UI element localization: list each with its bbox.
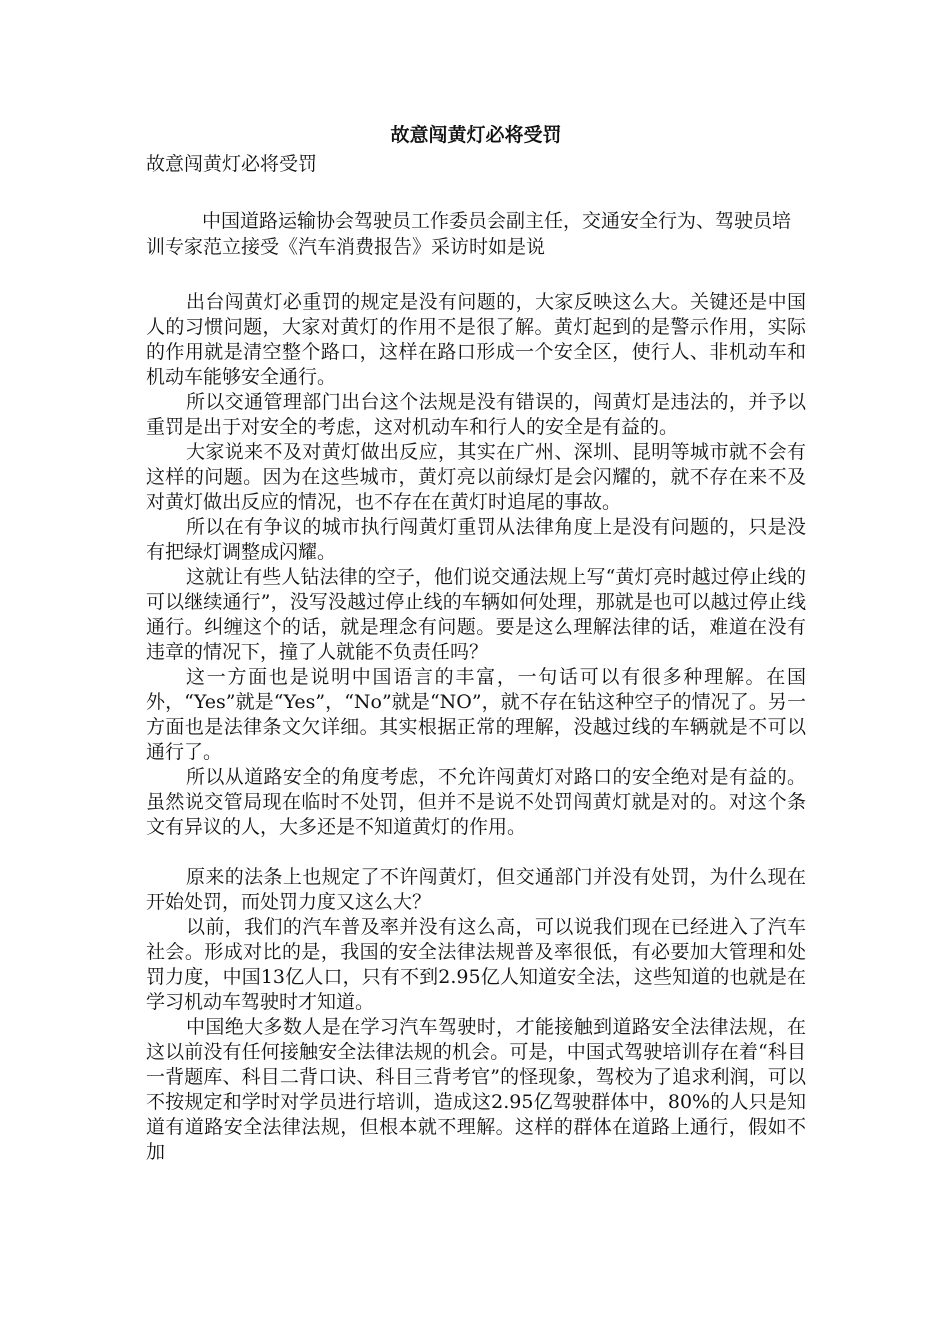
body-paragraph: 大家说来不及对黄灯做出反应，其实在广州、深圳、昆明等城市就不会有这样的问题。因为在这些城市，黄灯亮以前绿灯是会闪耀的，就不存在来不及对黄灯做出反应的情况，也不存在在黄灯时追尾的事故。 — [146, 441, 806, 513]
body-paragraph: 这就让有些人钻法律的空子，他们说交通法规上写“黄灯亮时越过停止线的可以继续通行”，没写没越过停止线的车辆如何处理，那就是也可以越过停止线通行。纠缠这个的话，就是理念有问题。要是这么理解法律的话，难道在没有违章的情况下，撞了人就能不负责任吗？ — [146, 566, 806, 663]
body-paragraph: 中国绝大多数人是在学习汽车驾驶时，才能接触到道路安全法律法规，在这以前没有任何接触安全法律法规的机会。可是，中国式驾驶培训存在着“科目一背题库、科目二背口诀、科目三背考官”的怪现象，驾校为了追求利润，可以不按规定和学时对学员进行培训，造成这2.95亿驾驶群体中，80%的人只是知道有道路安全法律法规，但根本就不理解。这样的群体在道路上通行，假如不加 — [146, 1016, 806, 1163]
body-paragraph: 这一方面也是说明中国语言的丰富，一句话可以有很多种理解。在国外，“Yes”就是“Yes”，“No”就是“NO”，就不存在钻这种空子的情况了。另一方面也是法律条文欠详细。其实根据正常的理解，没越过线的车辆就是不可以通行了。 — [146, 666, 806, 763]
document-subtitle: 故意闯黄灯必将受罚 — [146, 153, 318, 175]
body-paragraph: 所以在有争议的城市执行闯黄灯重罚从法律角度上是没有问题的，只是没有把绿灯调整成闪耀。 — [146, 516, 806, 563]
paragraph-gap — [146, 840, 806, 865]
intro-paragraph: 中国道路运输协会驾驶员工作委员会副主任，交通安全行为、驾驶员培训专家范立接受《汽车消费报告》采访时如是说 — [146, 210, 792, 258]
body-paragraph: 以前，我们的汽车普及率并没有这么高，可以说我们现在已经进入了汽车社会。形成对比的是，我国的安全法律法规普及率很低，有必要加大管理和处罚力度，中国13亿人口，只有不到2.95亿人知道安全法，这些知道的也就是在学习机动车驾驶时才知道。 — [146, 916, 806, 1013]
body-paragraph: 所以交通管理部门出台这个法规是没有错误的，闯黄灯是违法的，并予以重罚是出于对安全的考虑，这对机动车和行人的安全是有益的。 — [146, 391, 806, 438]
body-paragraph: 原来的法条上也规定了不许闯黄灯，但交通部门并没有处罚，为什么现在开始处罚，而处罚力度又这么大？ — [146, 866, 806, 913]
body-paragraph: 出台闯黄灯必重罚的规定是没有问题的，大家反映这么大。关键还是中国人的习惯问题，大家对黄灯的作用不是很了解。黄灯起到的是警示作用，实际的作用就是清空整个路口，这样在路口形成一个安全区，使行人、非机动车和机动车能够安全通行。 — [146, 291, 806, 388]
body-paragraph: 所以从道路安全的角度考虑，不允许闯黄灯对路口的安全绝对是有益的。虽然说交管局现在临时不处罚，但并不是说不处罚闯黄灯就是对的。对这个条文有异议的人，大多还是不知道黄灯的作用。 — [146, 766, 806, 838]
document-title: 故意闯黄灯必将受罚 — [390, 124, 562, 146]
document-page — [146, 120, 806, 1165]
